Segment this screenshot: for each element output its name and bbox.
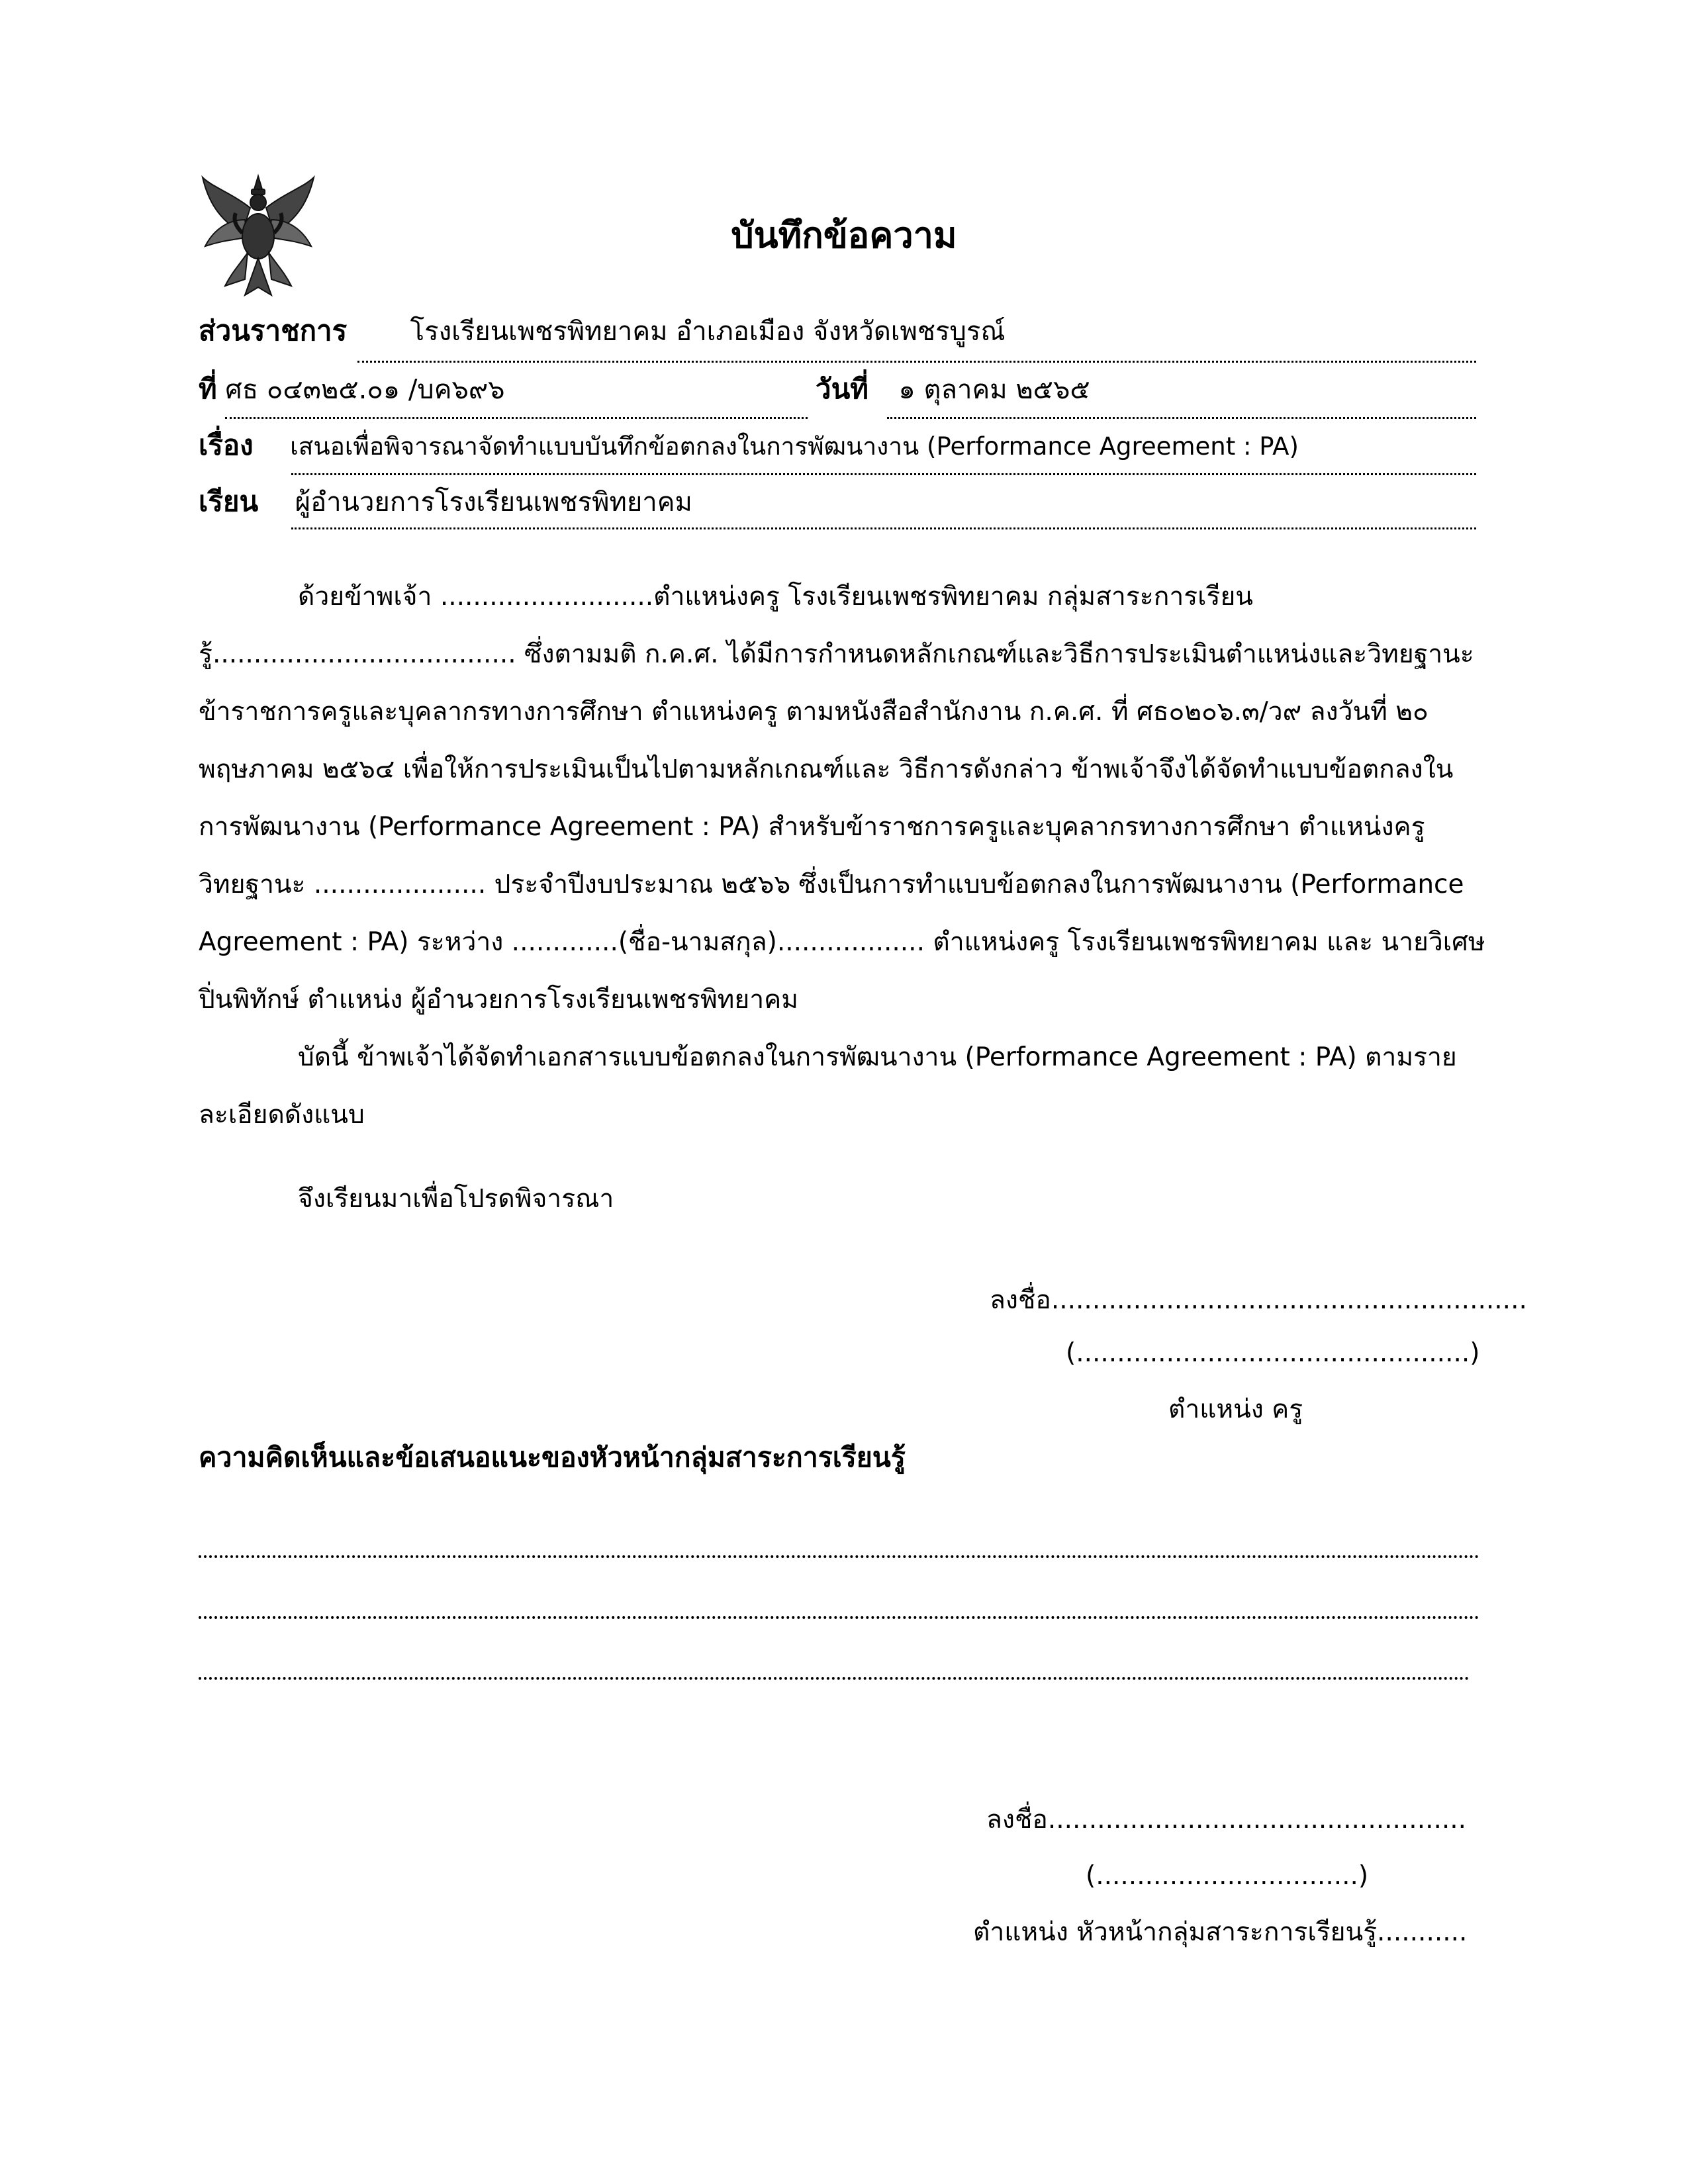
opinion-line-3 [199, 1677, 1470, 1680]
to-label: เรียน [199, 485, 259, 518]
subject-row [199, 426, 1299, 467]
agency-label: ส่วนราชการ [199, 314, 348, 347]
to-value: ผู้อำนวยการโรงเรียนเพชรพิทยาคม [295, 487, 692, 518]
opinion-line-2 [199, 1616, 1479, 1619]
to-row [199, 482, 692, 522]
agency-dotted-line [357, 361, 1476, 363]
memo-body [199, 568, 1489, 1228]
signature-1-sign-line: ลงชื่อ.......................................................... [990, 1285, 1527, 1315]
signature-1-position: ตำแหน่ง ครู [1168, 1394, 1303, 1424]
opinion-heading: ความคิดเห็นและข้อเสนอแนะของหัวหน้ากลุ่มสาระการเรียนรู้ [199, 1441, 906, 1473]
date-value: ๑ ตุลาคม ๒๕๖๕ [898, 375, 1090, 405]
to-dotted-line [291, 527, 1476, 529]
ref-label: ที่ [199, 373, 217, 405]
signature-1-name-line: (................................................) [1066, 1338, 1480, 1368]
body-paragraph-1: ด้วยข้าพเจ้า ..........................ตำแหน่งครู โรงเรียนเพชรพิทยาคม กลุ่มสาระการเรียนรู้..................................... ซึ่งตามมติ ก.ค.ศ. ได้มีการกำหนดหลักเกณฑ์และวิธีการประเมินตำแหน่งและวิทยฐานะข้าราชการครูและบุคลากรทางการศึกษา ตำแหน่งครู ตามหนังสือสำนักงาน ก.ค.ศ. ที่ ศธ๐๒๐๖.๓/ว๙ ลงวันที่ ๒๐ พฤษภาคม ๒๕๖๔ เพื่อให้การประเมินเป็นไปตามหลักเกณฑ์และ วิธีการดังกล่าว ข้าพเจ้าจึงได้จัดทำแบบข้อตกลงในการพัฒนางาน (Performance Agreement : PA) สำหรับข้าราชการครูและบุคลากรทางการศึกษา ตำแหน่งครู วิทยฐานะ ..................... ประจำปีงบประมาณ ๒๕๖๖ ซึ่งเป็นการทำแบบข้อตกลงในการพัฒนางาน (Performance Agreement : PA) ระหว่าง .............(ชื่อ-นามสกุล).................. ตำแหน่งครู โรงเรียนเพชรพิทยาคม และ นายวิเศษ ปิ่นพิทักษ์ ตำแหน่ง ผู้อำนวยการโรงเรียนเพชรพิทยาคม [199, 582, 1485, 1015]
date-label: วันที่ [816, 373, 868, 405]
signature-2-sign-line: ลงชื่อ................................................... [986, 1805, 1467, 1835]
agency-value: โรงเรียนเพชรพิทยาคม อำเภอเมือง จังหวัดเพชรบูรณ์ [410, 316, 1006, 347]
body-paragraph-2: บัดนี้ ข้าพเจ้าได้จัดทำเอกสารแบบข้อตกลงในการพัฒนางาน (Performance Agreement : PA) ตามรายละเอียดดังแนบ [199, 1042, 1457, 1130]
signature-2-position: ตำแหน่ง หัวหน้ากลุ่มสาระการเรียนรู้........... [973, 1917, 1468, 1947]
subject-label: เรื่อง [199, 429, 254, 461]
subject-value: เสนอเพื่อพิจารณาจัดทำแบบบันทึกข้อตกลงในการพัฒนางาน (Performance Agreement : PA) [290, 432, 1299, 461]
date-row [816, 369, 1090, 410]
ref-dotted-line [225, 417, 808, 419]
subject-dotted-line [291, 473, 1476, 475]
agency-row [199, 311, 1005, 351]
date-dotted-line [887, 417, 1476, 419]
opinion-line-1 [199, 1555, 1479, 1558]
signature-2-name-line: (................................) [1086, 1861, 1369, 1891]
ref-row [199, 369, 505, 410]
memo-title: บันทึกข้อความ [731, 214, 957, 256]
body-closing: จึงเรียนมาเพื่อโปรดพิจารณา [298, 1184, 614, 1214]
ref-value: ศธ ๐๔๓๒๕.๐๑ /บค๖๙๖ [225, 375, 505, 405]
